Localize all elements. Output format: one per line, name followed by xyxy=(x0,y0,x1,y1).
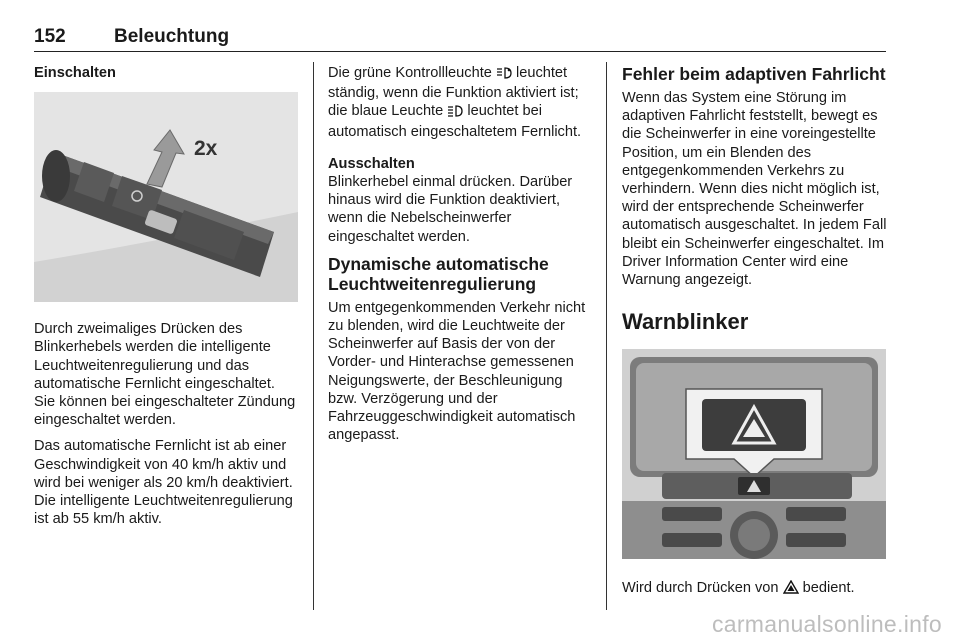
page-title: Beleuchtung xyxy=(114,26,230,47)
high-beam-icon xyxy=(447,104,463,122)
text-fragment: leuchtet ständig, wenn die Funktion aktiviert ist; die blaue Leuchte xyxy=(328,65,579,120)
paragraph: Blinkerhebel einmal drücken. Darüber hinaus wird die Funktion deaktiviert, wenn die Nebelscheinwerfer eingeschaltet werden. xyxy=(328,174,573,245)
heading-ausschalten: Ausschalten xyxy=(328,155,415,172)
column-3 xyxy=(622,64,887,607)
page-header xyxy=(34,26,886,52)
section-heading: Dynamische automatische Leuchtweitenregulierung xyxy=(328,253,549,294)
text-fragment: Die grüne Kontrollleuchte xyxy=(328,65,496,81)
paragraph: Um entgegenkommenden Verkehr nicht zu blenden, wird die Leuchtweite der Scheinwerfer auf Basis der von der Vorder- und Hinterachse gemessenen Neigungswerte, der Beschleunigung bzw. Verzögerung und der Fahrzeuggeschwindigkeit automatisch angepasst. xyxy=(328,299,586,444)
chapter-heading: Warnblinker xyxy=(622,309,749,335)
column-divider xyxy=(313,62,314,610)
column-2 xyxy=(328,64,593,452)
column-1 xyxy=(34,64,298,536)
hazard-warning-icon xyxy=(783,580,799,599)
text-fragment: bedient. xyxy=(798,580,855,597)
hazard-switch-illustration xyxy=(622,349,886,559)
section-heading: Fehler beim adaptiven Fahrlicht xyxy=(622,64,886,84)
text-fragment: leuchtet bei automatisch eingeschaltetem Fernlicht. xyxy=(328,103,582,140)
figure-hazard-switch xyxy=(622,349,886,559)
press-twice-label: 2x xyxy=(194,137,218,161)
paragraph: Das automatische Fernlicht ist ab einer Geschwindigkeit von 40 km/h aktiv und wird bei weniger als 20 km/h deaktiviert. Die intelligente Leuchtweitenregulierung ist ab 55 km/h aktiv. xyxy=(34,438,293,528)
paragraph-hazard xyxy=(622,579,887,599)
paragraph: Durch zweimaliges Drücken des Blinkerhebels werden die intelligente Leuchtweitenregulierung und das automatische Fernlicht eingeschaltet. Sie können bei eingeschalteter Zündung eingeschaltet werden. xyxy=(34,321,296,429)
paragraph: Wenn das System eine Störung im adaptiven Fahrlicht feststellt, bewegt es die Scheinwerfer in eine voreingestellte Position, um ein Blenden des entgegenkommenden Verkehrs zu verhindern. Wenn dies nicht möglich ist, wird der entsprechende Scheinwerfer automatisch ausgeschaltet. In jedem Fall bleibt ein Scheinwerfer eingeschaltet. Im Driver Information Center wird eine Warnung angezeigt. xyxy=(622,90,887,289)
heading-einschalten: Einschalten xyxy=(34,65,116,81)
text-fragment: Wird durch Drücken von xyxy=(622,580,783,597)
high-beam-assist-icon xyxy=(496,66,512,84)
paragraph-indicator xyxy=(328,64,593,141)
light-stalk-illustration xyxy=(34,92,298,302)
column-divider xyxy=(606,62,607,610)
figure-light-stalk xyxy=(34,92,298,302)
page-number: 152 xyxy=(34,26,66,47)
watermark: carmanualsonline.info xyxy=(711,611,942,637)
